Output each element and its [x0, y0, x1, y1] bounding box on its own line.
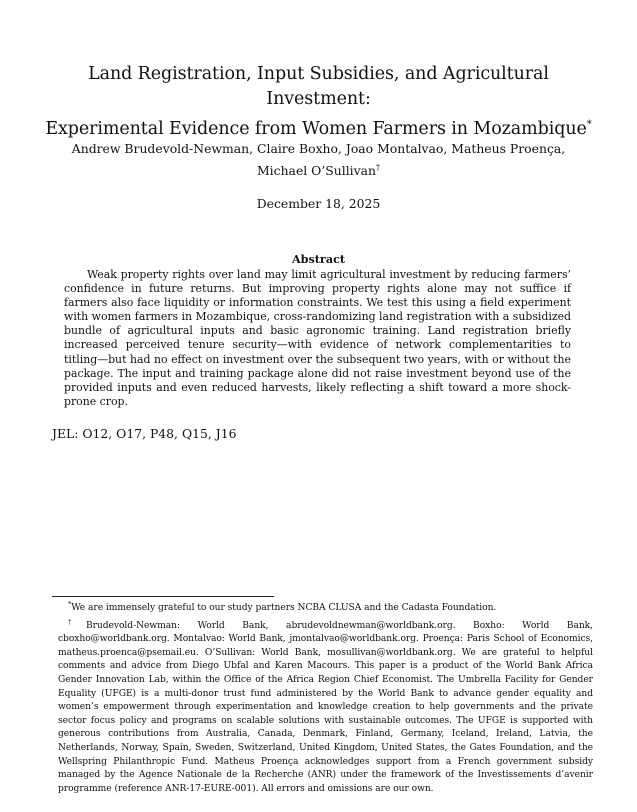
title-line-2-text: Experimental Evidence from Women Farmers in Mozambique: [45, 118, 587, 139]
title-line-1: Land Registration, Input Subsidies, and Agricultural Investment:: [88, 64, 549, 109]
abstract-text: Weak property rights over land may limit agricultural investment by reducing farmers’ confidence in future returns. But improving property rights alone may not suffice if farmers also face liquidity or information constraints. We test this using a field experiment with women farmers in Mozambique, cross-randomizing land registration with a subsidized bundle of agricultural inputs and basic agronomic training. Land registration briefly increased perceived tenure security—with evidence of network complementarities to titling—but had no effect on investment over the subsequent two years, with or without the package. The input and training package alone did not raise investment beyond use of the provided inputs and even reduced harvests, likely reflecting a shift toward a more shock-prone crop.: [64, 268, 571, 408]
title-line-2: [40, 112, 597, 142]
paper-date: December 18, 2025: [256, 196, 381, 211]
authors-line-2: [40, 158, 597, 180]
authors-line-2-text: Michael O’Sullivan: [256, 163, 376, 179]
abstract-heading: Abstract: [291, 252, 346, 266]
footnotes: [58, 598, 593, 796]
footnote-2: [58, 616, 593, 797]
footnote-2-text: Brudevold-Newman: World Bank, abrudevoldnewman@worldbank.org. Boxho: World Bank, cboxho@worldbank.org. Montalvao: World Bank, jmontalvao@worldbank.org. Proença: Paris School of Economics, matheus.proenca@psemail.eu. O’Sullivan: World Bank, mosullivan@worldbank.org. We are grateful to helpful comments and advice from Diego Ubfal and Karen Macours. This paper is a product of the World Bank Africa Gender Innovation Lab, within the Office of the Africa Region Chief Economist. The Umbrella Facility for Gender Equality (UFGE) is a multi-donor trust fund administered by the World Bank to advance gender equality and women’s empowerment through experimentation and knowledge creation to help governments and the private sector focus policy and programs on scalable solutions with sustainable outcomes. The UFGE is supported with generous contributions from Australia, Canada, Denmark, Finland, Germany, Iceland, Ireland, Latvia, the Netherlands, Norway, Spain, Sweden, Switzerland, United Kingdom, United States, the Gates Foundation, and the Wellspring Philanthropic Fund. Matheus Proença acknowledges support from a French government subsidy managed by the Agence Nationale de la Recherche (ANR) under the framework of the Investissements d’avenir programme (reference ANR-17-EURE-001). All errors and omissions are our own.: [58, 620, 594, 794]
authors-footnote-mark: †: [376, 163, 380, 172]
author-list: [40, 139, 597, 180]
footnote-2-mark: †: [68, 617, 86, 626]
title-footnote-mark: *: [586, 119, 592, 130]
jel-codes: JEL: O12, O17, P48, Q15, J16: [52, 426, 237, 441]
footnote-1-mark: *: [68, 600, 72, 608]
paper-title: [40, 62, 597, 142]
footnote-1: [58, 598, 593, 616]
authors-line-1: Andrew Brudevold-Newman, Claire Boxho, Joao Montalvao, Matheus Proença,: [71, 141, 566, 156]
footnote-divider: [52, 596, 274, 597]
footnote-1-text: We are immensely grateful to our study partners NCBA CLUSA and the Cadasta Foundation.: [71, 603, 497, 614]
